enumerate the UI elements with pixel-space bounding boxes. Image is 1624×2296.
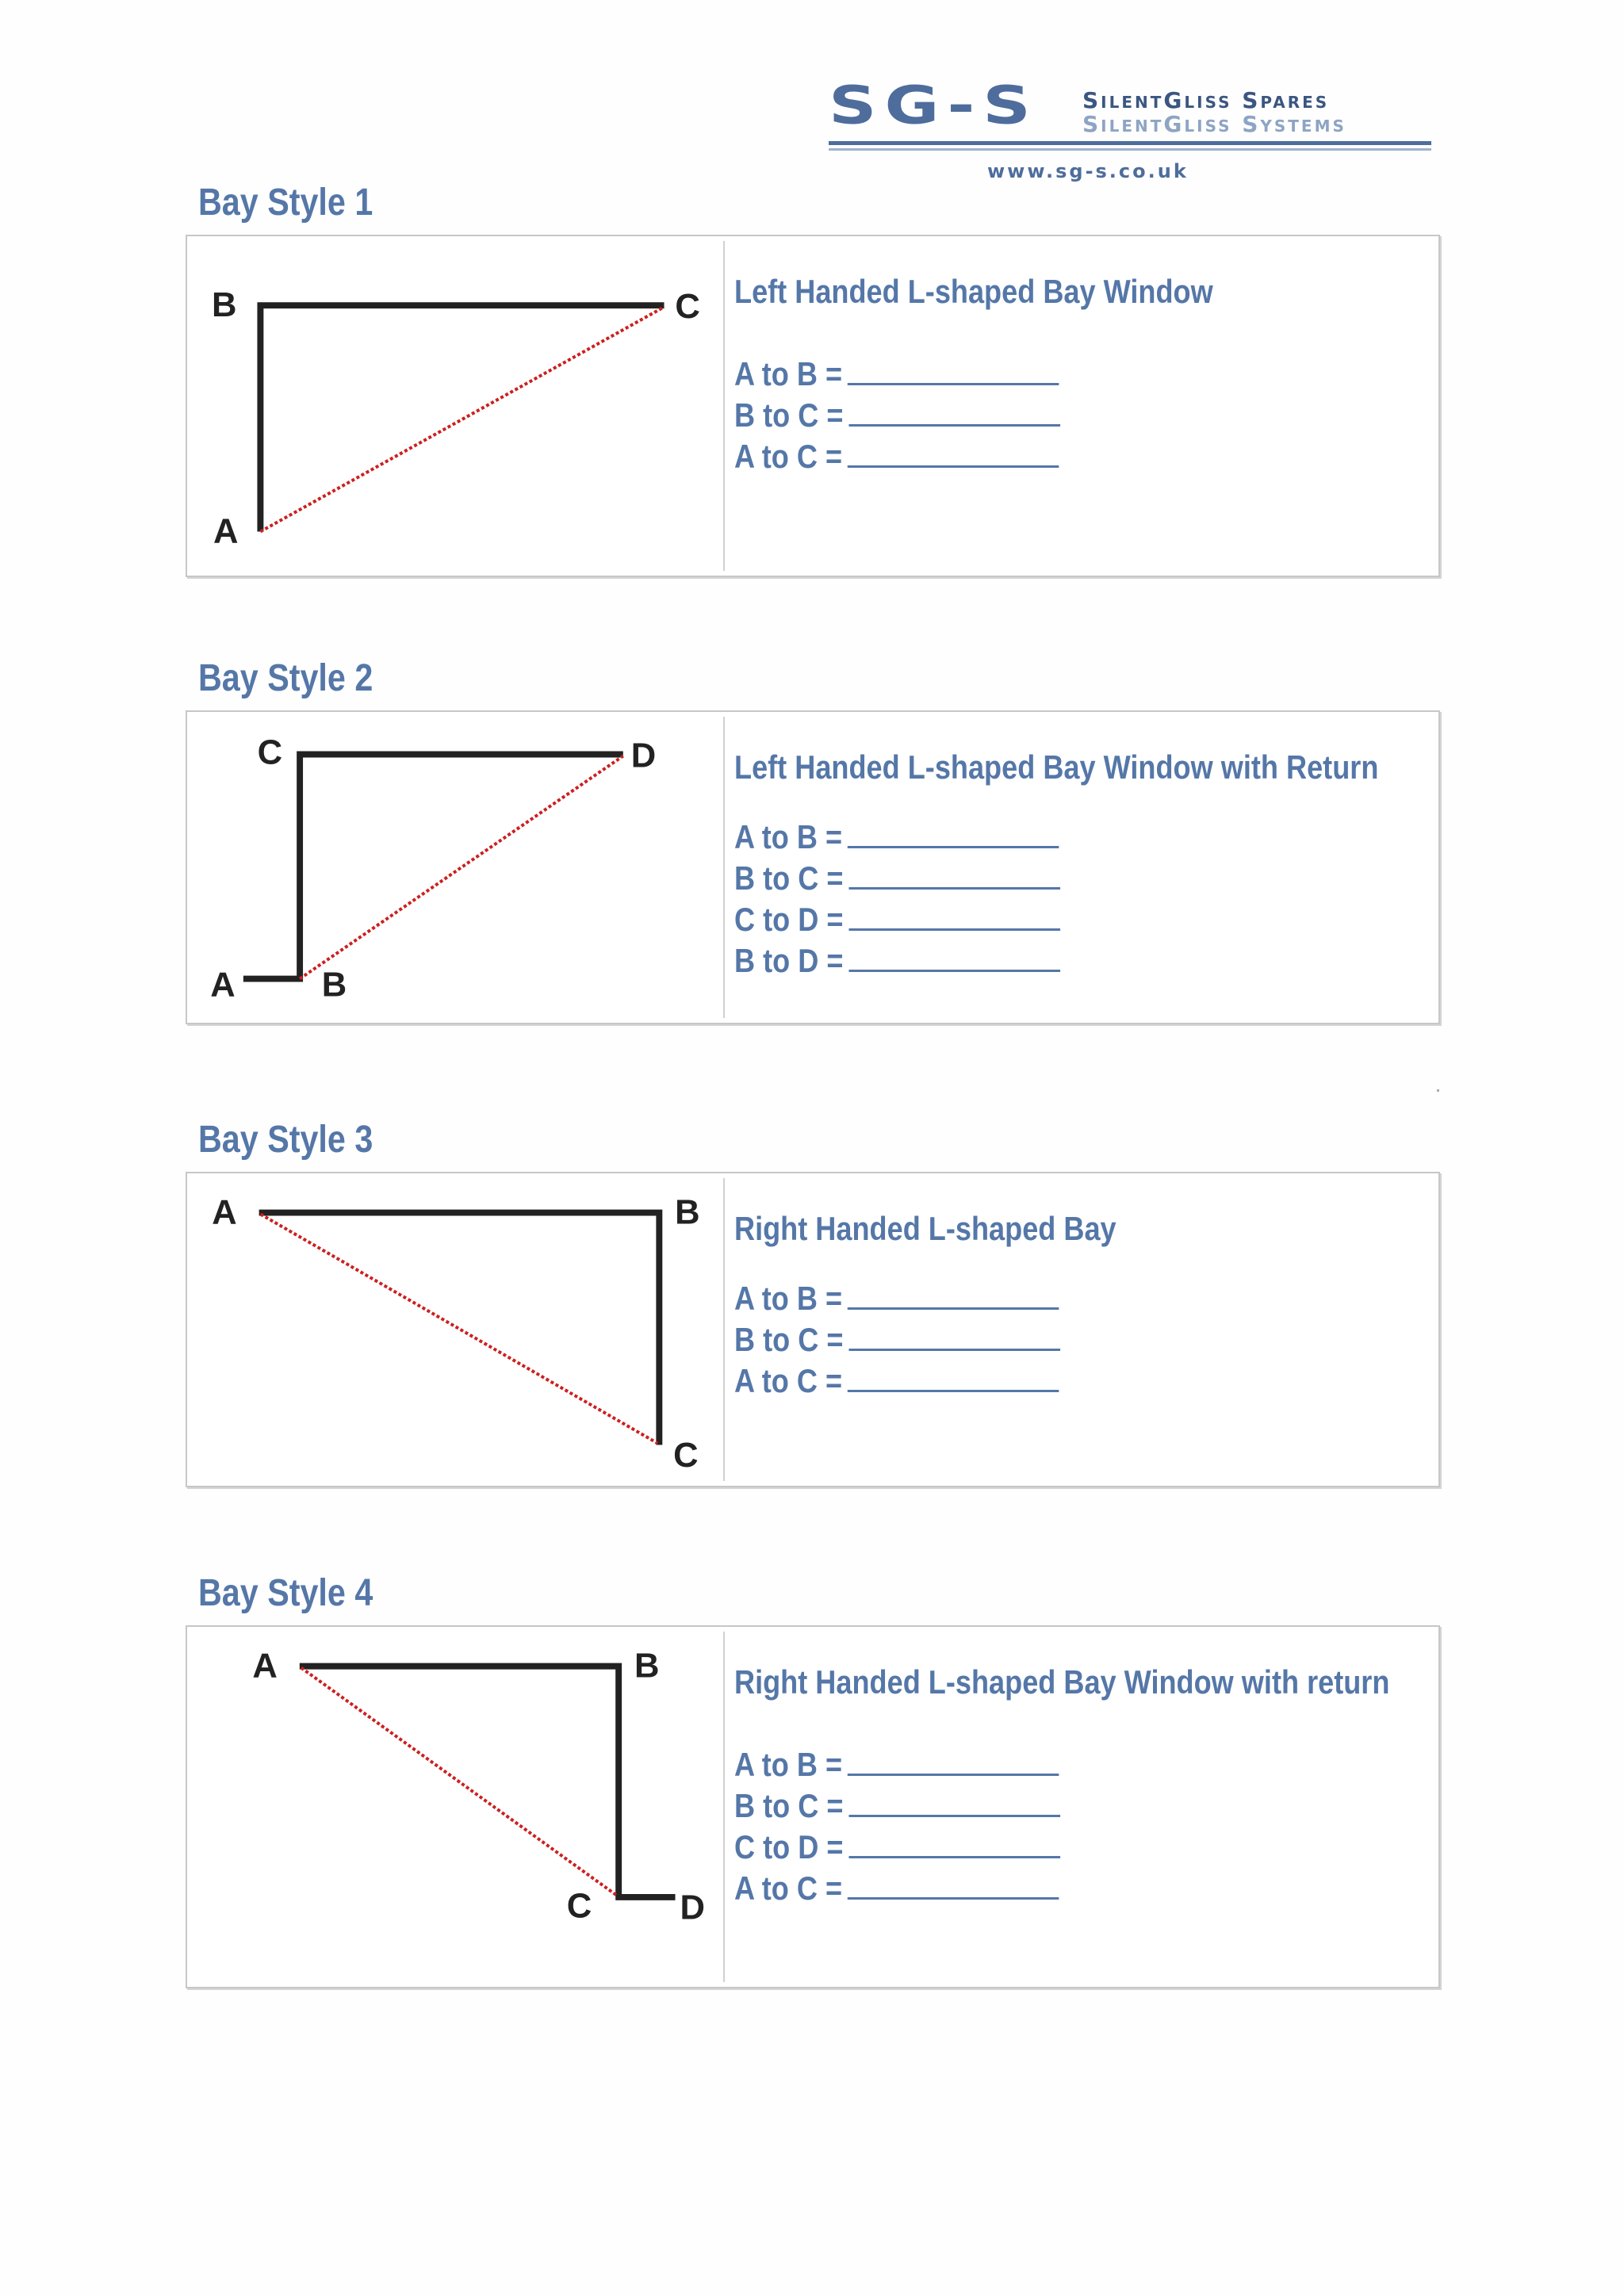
measure-label: C to D = <box>734 901 844 938</box>
diagram-cell <box>192 717 725 1018</box>
point-label-d: D <box>630 737 657 775</box>
measure-line <box>734 438 1059 476</box>
diagonal-measure <box>260 307 664 531</box>
measure-label: A to C = <box>734 1362 843 1399</box>
bay-track <box>243 755 623 979</box>
diagram-cell <box>192 1178 725 1481</box>
measure-blank[interactable] <box>848 401 1060 427</box>
measure-line <box>734 1787 1060 1825</box>
section-heading-4: Bay Style 4 <box>198 1572 373 1614</box>
scan-speck <box>1437 1089 1439 1092</box>
measure-blank[interactable] <box>848 1751 1059 1776</box>
point-label-c: C <box>566 1887 592 1926</box>
measure-line <box>734 859 1060 897</box>
measure-line <box>734 818 1059 856</box>
measure-blank[interactable] <box>848 1874 1059 1900</box>
bay-diagram-4 <box>192 1632 725 1982</box>
details-cell <box>734 236 1438 576</box>
logo-mark: SG-S <box>829 75 1039 136</box>
logo-line-2: SilentGliss Systems <box>1082 111 1346 137</box>
bay-title: Left Handed L-shaped Bay Window with Return <box>734 748 1379 786</box>
point-label-a: A <box>252 1647 278 1686</box>
measure-blank[interactable] <box>848 1792 1060 1817</box>
point-label-d: D <box>680 1888 705 1927</box>
point-label-a: A <box>212 1193 237 1232</box>
measure-label: A to C = <box>734 438 843 475</box>
logo-rule-thin <box>829 148 1431 151</box>
section-heading-3: Bay Style 3 <box>198 1119 373 1161</box>
measure-line <box>734 1280 1059 1318</box>
logo-rule <box>829 141 1431 145</box>
measure-label: B to D = <box>734 942 844 979</box>
diagonal-measure <box>261 1215 658 1444</box>
bay-title: Right Handed L-shaped Bay <box>734 1210 1116 1247</box>
measure-blank[interactable] <box>848 1367 1059 1392</box>
measure-label: B to C = <box>734 1321 844 1358</box>
measure-blank[interactable] <box>848 1326 1060 1351</box>
measure-label: B to C = <box>734 1787 844 1824</box>
point-label-a: A <box>210 966 236 1004</box>
measure-label: A to B = <box>734 1746 843 1783</box>
bay-style-3-box <box>186 1172 1440 1487</box>
bay-diagram-3 <box>192 1178 725 1481</box>
point-label-b: B <box>634 1647 660 1686</box>
diagonal-measure <box>301 1668 617 1896</box>
logo-url: www.sg-s.co.uk <box>987 160 1189 182</box>
measure-line <box>734 1869 1059 1908</box>
measure-blank[interactable] <box>848 1833 1060 1858</box>
measure-label: C to D = <box>734 1828 844 1866</box>
measure-line <box>734 396 1060 434</box>
measure-line <box>734 1321 1060 1359</box>
measure-blank[interactable] <box>848 905 1060 931</box>
diagram-cell <box>192 241 725 571</box>
bay-style-2-box <box>186 710 1440 1024</box>
bay-diagram-2 <box>192 717 725 1018</box>
measure-label: A to B = <box>734 1280 843 1317</box>
sgs-logo <box>829 75 1431 182</box>
section-heading-2: Bay Style 2 <box>198 657 373 699</box>
bay-style-4-box <box>186 1625 1440 1988</box>
measure-line <box>734 1362 1059 1400</box>
measure-line <box>734 901 1060 939</box>
point-label-c: C <box>673 1437 699 1475</box>
point-label-b: B <box>211 286 237 325</box>
details-cell <box>734 712 1438 1023</box>
bay-diagram-1 <box>192 241 725 571</box>
diagonal-measure <box>300 756 623 978</box>
measure-blank[interactable] <box>848 1284 1059 1310</box>
measure-label: B to C = <box>734 859 844 897</box>
point-label-b: B <box>321 966 347 1004</box>
measure-blank[interactable] <box>848 442 1059 468</box>
details-cell <box>734 1627 1438 1987</box>
measure-line <box>734 942 1060 980</box>
measure-blank[interactable] <box>848 947 1060 972</box>
diagram-cell <box>192 1632 725 1982</box>
measure-label: A to B = <box>734 355 843 392</box>
measure-blank[interactable] <box>848 360 1059 385</box>
measure-label: A to B = <box>734 818 843 855</box>
measure-line <box>734 1828 1060 1866</box>
point-label-c: C <box>675 288 700 327</box>
bay-title: Right Handed L-shaped Bay Window with return <box>734 1663 1390 1701</box>
measure-label: B to C = <box>734 396 844 434</box>
bay-style-1-box <box>186 235 1440 577</box>
details-cell <box>734 1173 1438 1486</box>
point-label-a: A <box>213 512 239 551</box>
measure-blank[interactable] <box>848 864 1060 890</box>
measure-line <box>734 1746 1059 1784</box>
logo-line-1: SilentGliss Spares <box>1082 87 1330 113</box>
bay-track <box>300 1667 676 1897</box>
measure-line <box>734 355 1059 393</box>
measure-blank[interactable] <box>848 823 1059 848</box>
section-heading-1: Bay Style 1 <box>198 182 373 224</box>
measure-label: A to C = <box>734 1869 843 1907</box>
bay-title: Left Handed L-shaped Bay Window <box>734 273 1213 310</box>
point-label-c: C <box>257 733 283 772</box>
logo-text <box>1082 89 1346 136</box>
point-label-b: B <box>675 1193 700 1232</box>
